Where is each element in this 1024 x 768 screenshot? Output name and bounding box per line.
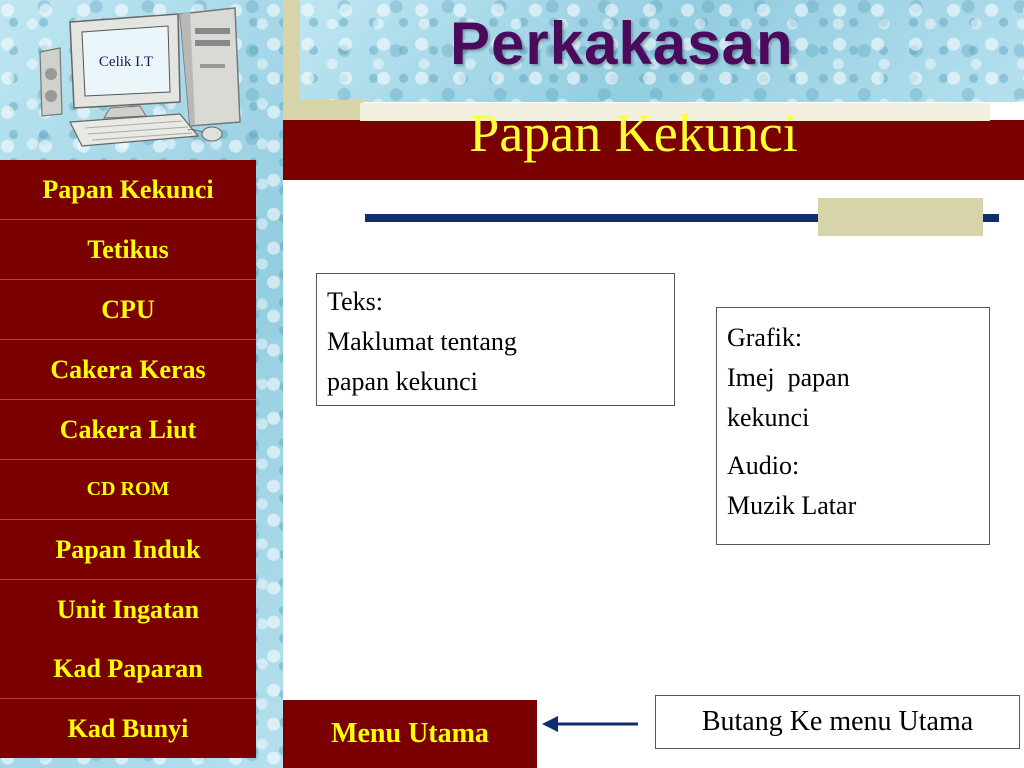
grafik-heading: Grafik: xyxy=(727,323,803,352)
teks-heading: Teks: xyxy=(327,287,383,316)
teks-line-1: Maklumat tentang xyxy=(327,327,517,356)
media-info-box xyxy=(716,307,990,545)
sidebar-item-cakera-liut[interactable]: Cakera Liut xyxy=(0,400,256,460)
main-menu-note: Butang Ke menu Utama xyxy=(655,695,1020,749)
sidebar-item-cpu[interactable]: CPU xyxy=(0,280,256,340)
sidebar-item-cd-rom[interactable]: CD ROM xyxy=(0,460,256,520)
audio-line-1: Muzik Latar xyxy=(727,491,857,520)
sidebar-item-kad-paparan[interactable]: Kad Paparan xyxy=(0,639,256,699)
arrow-left-icon xyxy=(540,712,640,736)
sidebar-item-papan-kekunci[interactable]: Papan Kekunci xyxy=(0,160,256,220)
teks-line-2: papan kekunci xyxy=(327,367,478,396)
sidebar-item-unit-ingatan[interactable]: Unit Ingatan xyxy=(0,580,256,639)
page-title: Perkakasan xyxy=(450,10,794,77)
sidebar-item-tetikus[interactable]: Tetikus xyxy=(0,220,256,280)
sidebar-nav xyxy=(0,160,256,758)
teks-info-box xyxy=(316,273,675,406)
grafik-line-2: kekunci xyxy=(727,403,810,432)
audio-heading: Audio: xyxy=(727,451,800,480)
decor-block xyxy=(818,198,983,236)
monitor-screen-label: Celik I.T xyxy=(98,54,154,70)
sidebar-item-papan-induk[interactable]: Papan Induk xyxy=(0,520,256,580)
page-subtitle xyxy=(283,103,1024,163)
decor-strip xyxy=(283,0,300,110)
sidebar-item-cakera-keras[interactable]: Cakera Keras xyxy=(0,340,256,400)
sidebar-item-kad-bunyi[interactable]: Kad Bunyi xyxy=(0,699,256,758)
main-menu-button[interactable]: Menu Utama xyxy=(283,700,537,768)
computer-icon xyxy=(30,4,250,154)
grafik-line-1: Imej papan xyxy=(727,363,850,392)
page-subtitle-text: Papan Kekunci xyxy=(469,103,798,163)
